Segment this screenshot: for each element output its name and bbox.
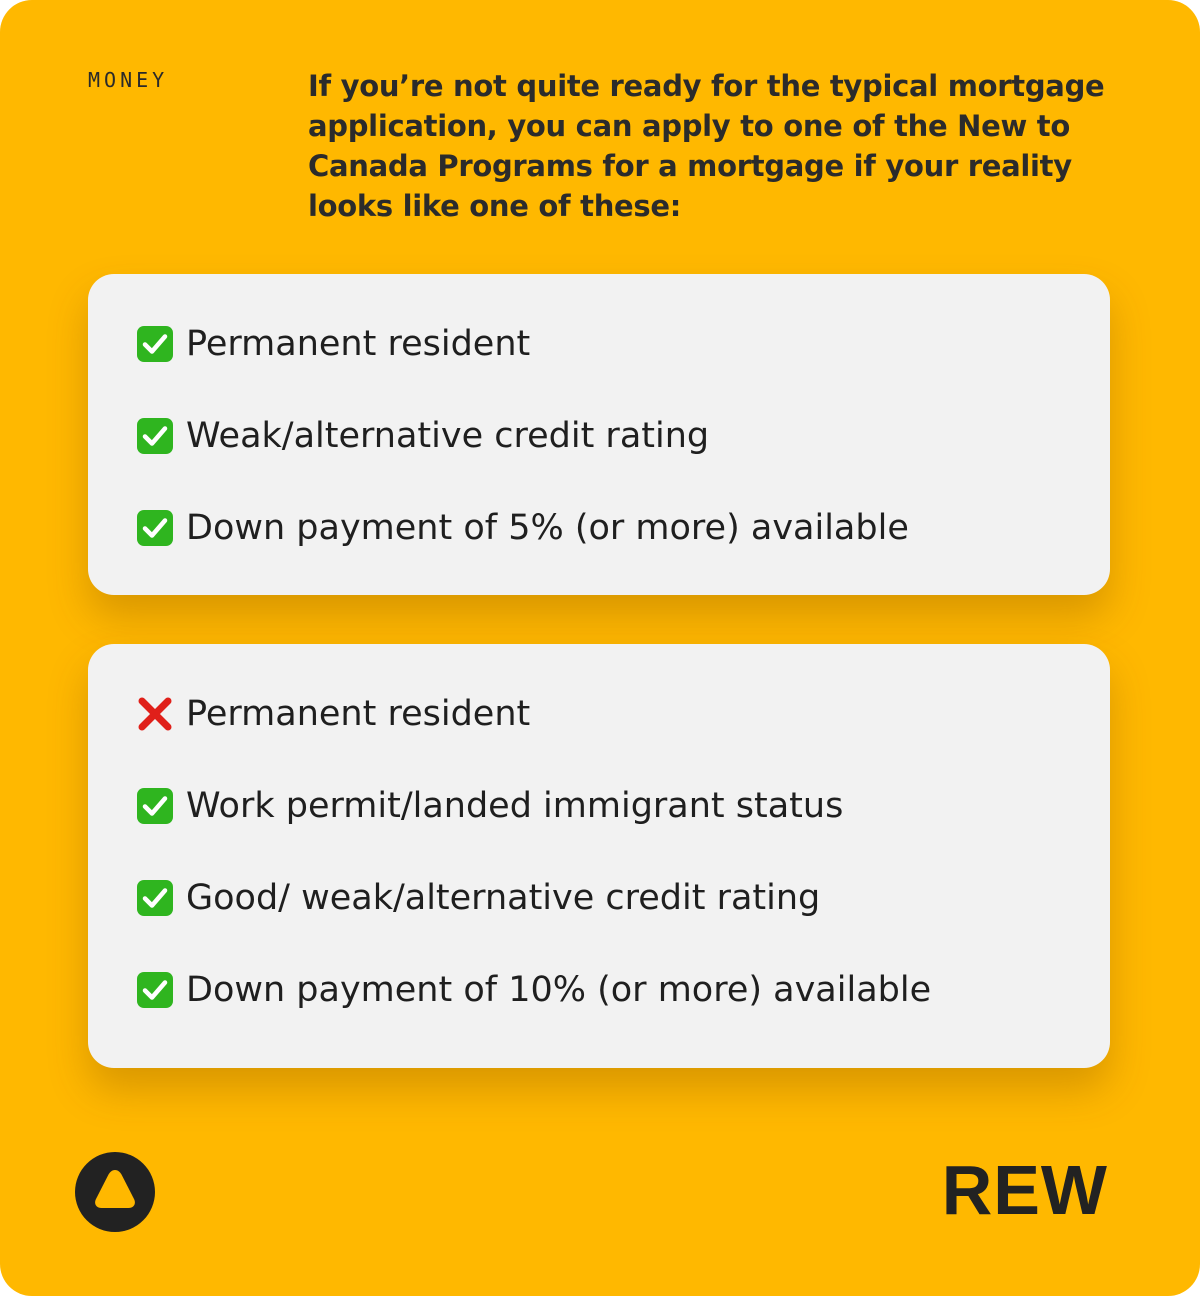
list-item xyxy=(136,506,1110,550)
list-item xyxy=(136,876,1110,920)
criteria-panel-2 xyxy=(88,644,1110,1068)
list-item-text: Down payment of 10% (or more) available xyxy=(186,970,932,1010)
cross-mark-icon xyxy=(136,695,174,733)
list-item-text: Weak/alternative credit rating xyxy=(186,416,710,456)
check-mark-icon xyxy=(136,971,174,1009)
check-mark-icon xyxy=(136,787,174,825)
list-item xyxy=(136,692,1110,736)
check-mark-icon xyxy=(136,879,174,917)
list-item xyxy=(136,784,1110,828)
list-item xyxy=(136,968,1110,1012)
list-item-text: Down payment of 5% (or more) available xyxy=(186,508,909,548)
criteria-panel-1 xyxy=(88,274,1110,595)
intro-text: If you’re not quite ready for the typical mortgage application, you can apply to one of the New to Canada Programs for a mortgage if your reality looks like one of these: xyxy=(308,69,1105,223)
list-item-text: Permanent resident xyxy=(186,694,531,734)
category-label: MONEY xyxy=(88,68,169,92)
check-mark-icon xyxy=(136,325,174,363)
list-item xyxy=(136,414,1110,458)
list-item-text: Good/ weak/alternative credit rating xyxy=(186,878,821,918)
list-item xyxy=(136,322,1110,366)
rew-triangle-logo-icon xyxy=(75,1152,155,1232)
list-item-text: Permanent resident xyxy=(186,324,531,364)
check-mark-icon xyxy=(136,509,174,547)
check-mark-icon xyxy=(136,417,174,455)
list-item-text: Work permit/landed immigrant status xyxy=(186,786,844,826)
brand-wordmark: REW xyxy=(941,1151,1108,1229)
